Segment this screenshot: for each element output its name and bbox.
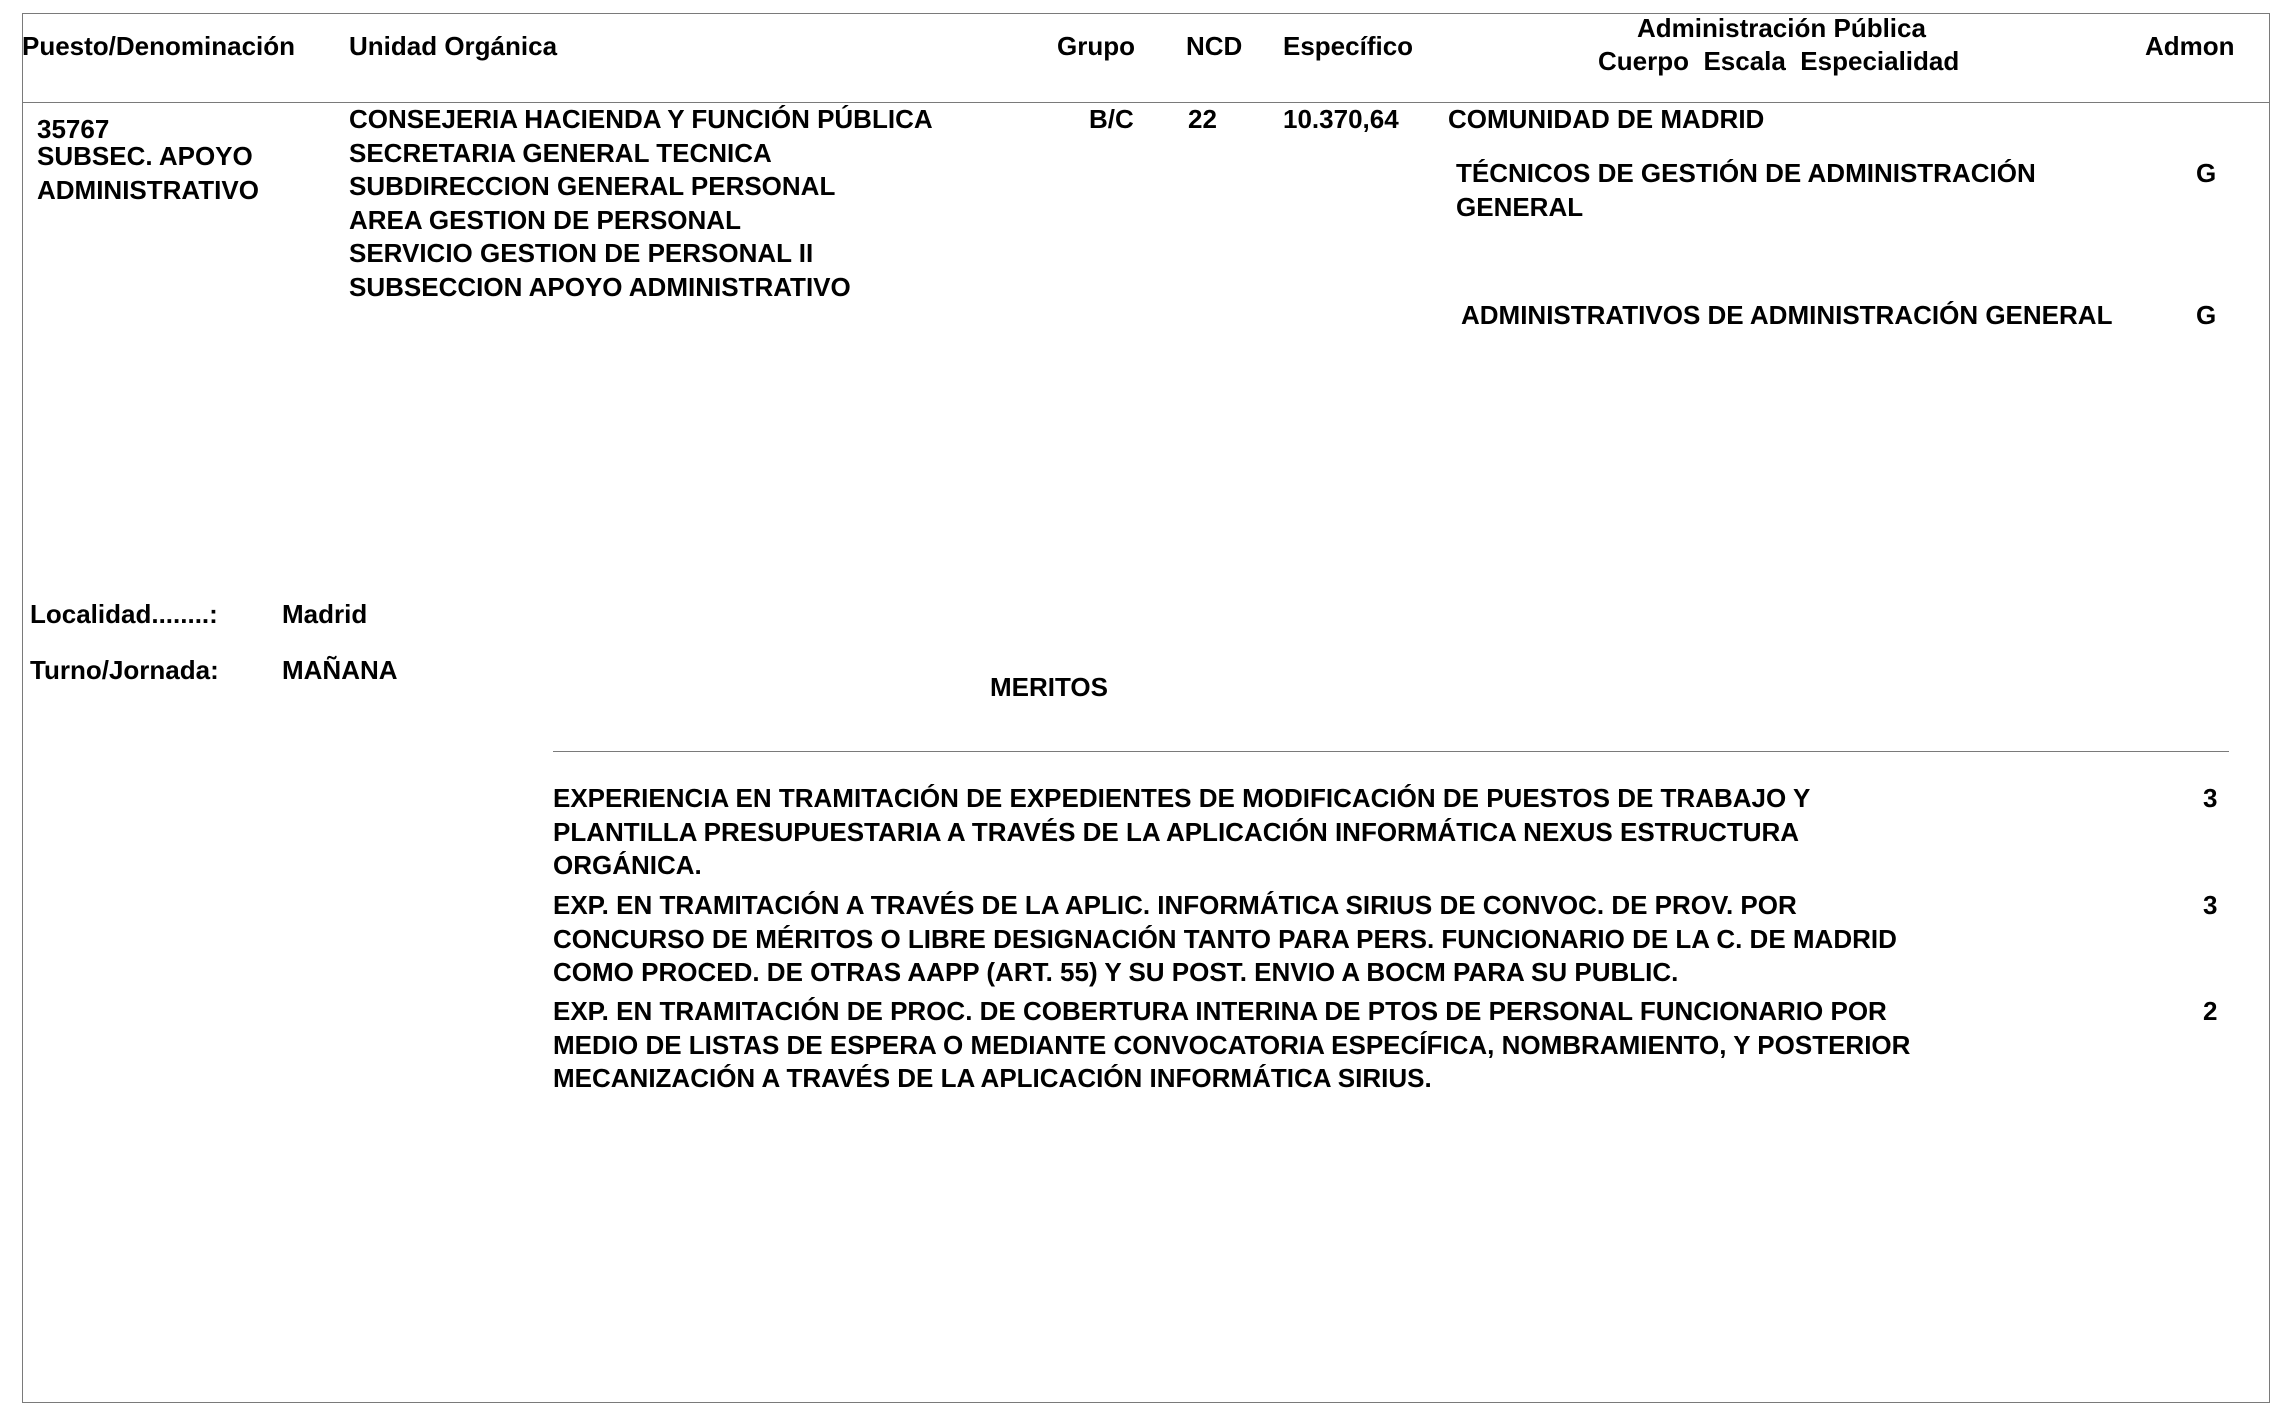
puesto-name-line: ADMINISTRATIVO: [37, 174, 259, 205]
cuerpo-line: GENERAL: [1456, 191, 1584, 222]
header-puesto: Puesto/Denominación: [22, 31, 296, 61]
header-admon: Admon: [2145, 31, 2235, 61]
especifico-value: 10.370,64: [1283, 104, 1399, 134]
merito-line: PLANTILLA PRESUPUESTARIA A TRAVÉS DE LA APLICACIÓN INFORMÁTICA NEXUS ESTRUCTURA: [553, 816, 1800, 847]
cuerpo-admon: G: [2196, 300, 2217, 330]
cuerpo-item: [1461, 299, 2112, 333]
puesto-name: [37, 140, 259, 207]
merito-line: MECANIZACIÓN A TRAVÉS DE LA APLICACIÓN INFORMÁTICA SIRIUS.: [553, 1063, 1432, 1093]
meritos-title: MERITOS: [990, 672, 1108, 702]
merito-points: 2: [2203, 996, 2218, 1026]
header-especifico: Específico: [1283, 31, 1414, 61]
merito-line: EXP. EN TRAMITACIÓN A TRAVÉS DE LA APLIC. INFORMÁTICA SIRIUS DE CONVOC. DE PROV. POR: [553, 890, 1797, 920]
puesto-code: 35767: [37, 114, 110, 144]
header-unidad: Unidad Orgánica: [349, 31, 558, 61]
merito-points: 3: [2203, 890, 2218, 920]
localidad-value: Madrid: [282, 599, 368, 629]
unidad-organica: [349, 103, 933, 304]
merito-line: COMO PROCED. DE OTRAS AAPP (ART. 55) Y SU POST. ENVIO A BOCM PARA SU PUBLIC.: [553, 957, 1679, 987]
header-grupo: Grupo: [1057, 31, 1135, 61]
administracion-value: COMUNIDAD DE MADRID: [1448, 104, 1765, 134]
turno-value: MAÑANA: [282, 655, 398, 685]
ncd-value: 22: [1188, 104, 1217, 134]
cuerpo-item: [1456, 157, 2036, 224]
header-ncd: NCD: [1186, 31, 1243, 61]
merito-text: [553, 995, 1910, 1096]
header-cuerpo-escala: Cuerpo Escala Especialidad: [1598, 46, 1960, 76]
merito-line: EXP. EN TRAMITACIÓN DE PROC. DE COBERTURA INTERINA DE PTOS DE PERSONAL FUNCIONARIO POR: [553, 996, 1887, 1026]
header-admin-publica: Administración Pública: [1637, 13, 1926, 43]
grupo-value: B/C: [1089, 104, 1134, 134]
merito-line: CONCURSO DE MÉRITOS O LIBRE DESIGNACIÓN TANTO PARA PERS. FUNCIONARIO DE LA C. DE MADRID: [553, 923, 1897, 954]
unidad-line: CONSEJERIA HACIENDA Y FUNCIÓN PÚBLICA: [349, 104, 933, 134]
unidad-line: SECRETARIA GENERAL TECNICA: [349, 137, 772, 168]
merito-line: EXPERIENCIA EN TRAMITACIÓN DE EXPEDIENTES DE MODIFICACIÓN DE PUESTOS DE TRABAJO Y: [553, 783, 1811, 813]
unidad-line: SUBDIRECCION GENERAL PERSONAL: [349, 171, 836, 201]
cuerpo-line: ADMINISTRATIVOS DE ADMINISTRACIÓN GENERAL: [1461, 300, 2113, 330]
unidad-line: AREA GESTION DE PERSONAL: [349, 204, 741, 235]
merito-points: 3: [2203, 783, 2218, 813]
unidad-line: SUBSECCION APOYO ADMINISTRATIVO: [349, 271, 851, 302]
cuerpo-admon: G: [2196, 158, 2217, 188]
merito-line: ORGÁNICA.: [553, 850, 702, 880]
merito-line: MEDIO DE LISTAS DE ESPERA O MEDIANTE CONVOCATORIA ESPECÍFICA, NOMBRAMIENTO, Y POSTERIOR: [553, 1029, 1911, 1060]
puesto-name-line: SUBSEC. APOYO: [37, 141, 253, 171]
cuerpo-line: TÉCNICOS DE GESTIÓN DE ADMINISTRACIÓN: [1456, 158, 2036, 188]
turno-label: Turno/Jornada:: [30, 655, 219, 685]
localidad-label: Localidad........:: [30, 599, 218, 629]
unidad-line: SERVICIO GESTION DE PERSONAL II: [349, 238, 814, 268]
merito-text: [553, 889, 1897, 990]
merito-text: [553, 782, 1810, 883]
meritos-divider: [553, 751, 2229, 752]
